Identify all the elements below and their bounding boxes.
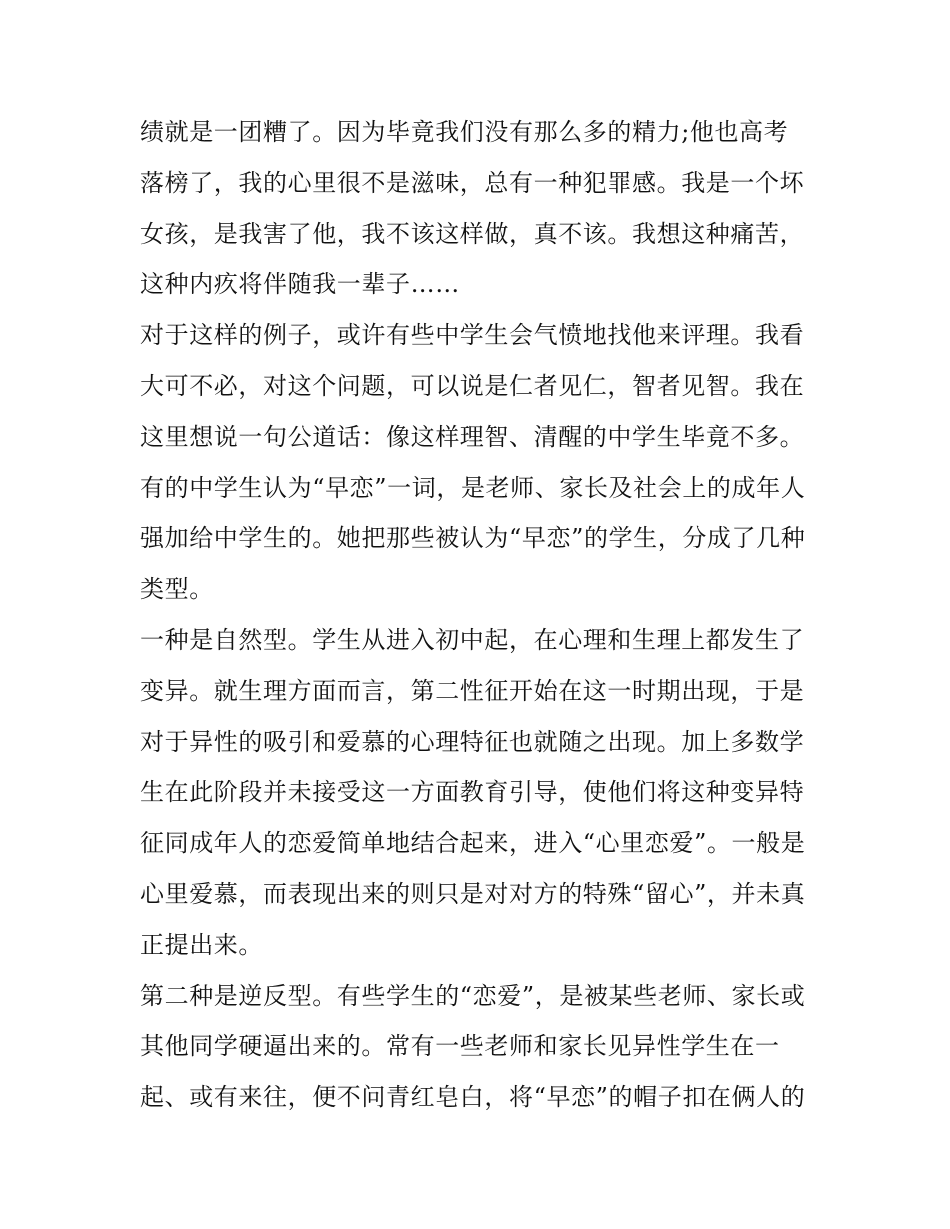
text-line: 生在此阶段并未接受这一方面教育引导，使他们将这种变异特 [140, 778, 805, 807]
text-line: 对于这样的例子，或许有些中学生会气愤地找他来评理。我看 [140, 321, 805, 350]
text-line: 征同成年人的恋爱简单地结合起来，进入“心里恋爱”。一般是 [140, 829, 806, 858]
text-line: 落榜了，我的心里很不是滋味，总有一种犯罪感。我是一个坏 [140, 168, 805, 197]
text-line: 绩就是一团糟了。因为毕竟我们没有那么多的精力;他也高考 [140, 118, 789, 146]
text-line: 心里爱慕，而表现出来的则只是对对方的特殊“留心”，并未真 [140, 879, 806, 908]
text-line: 正提出来。 [140, 930, 263, 959]
text-line: 第二种是逆反型。有些学生的“恋爱”，是被某些老师、家长或 [140, 981, 806, 1010]
text-line: 一种是自然型。学生从进入初中起，在心理和生理上都发生了 [140, 625, 805, 654]
document-body [140, 107, 820, 1123]
text-line: 有的中学生认为“早恋”一词，是老师、家长及社会上的成年人 [140, 473, 806, 502]
text-line: 女孩，是我害了他，我不该这样做，真不该。我想这种痛苦， [140, 219, 805, 248]
text-line: 这里想说一句公道话：像这样理智、清醒的中学生毕竟不多。 [140, 422, 805, 451]
text-line: 其他同学硬逼出来的。常有一些老师和家长见异性学生在一 [140, 1032, 780, 1061]
text-line: 这种内疚将伴随我一辈子…… [140, 270, 460, 299]
text-line: 强加给中学生的。她把那些被认为“早恋”的学生，分成了几种 [140, 524, 806, 553]
text-line: 变异。就生理方面而言，第二性征开始在这一时期出现，于是 [140, 676, 805, 705]
text-line: 对于异性的吸引和爱慕的心理特征也就随之出现。加上多数学 [140, 727, 805, 756]
text-line: 类型。 [140, 575, 214, 604]
text-line: 大可不必，对这个问题，可以说是仁者见仁，智者见智。我在 [140, 371, 805, 400]
text-line: 起、或有来往，便不问青红皂白，将“早恋”的帽子扣在俩人的 [140, 1083, 806, 1112]
